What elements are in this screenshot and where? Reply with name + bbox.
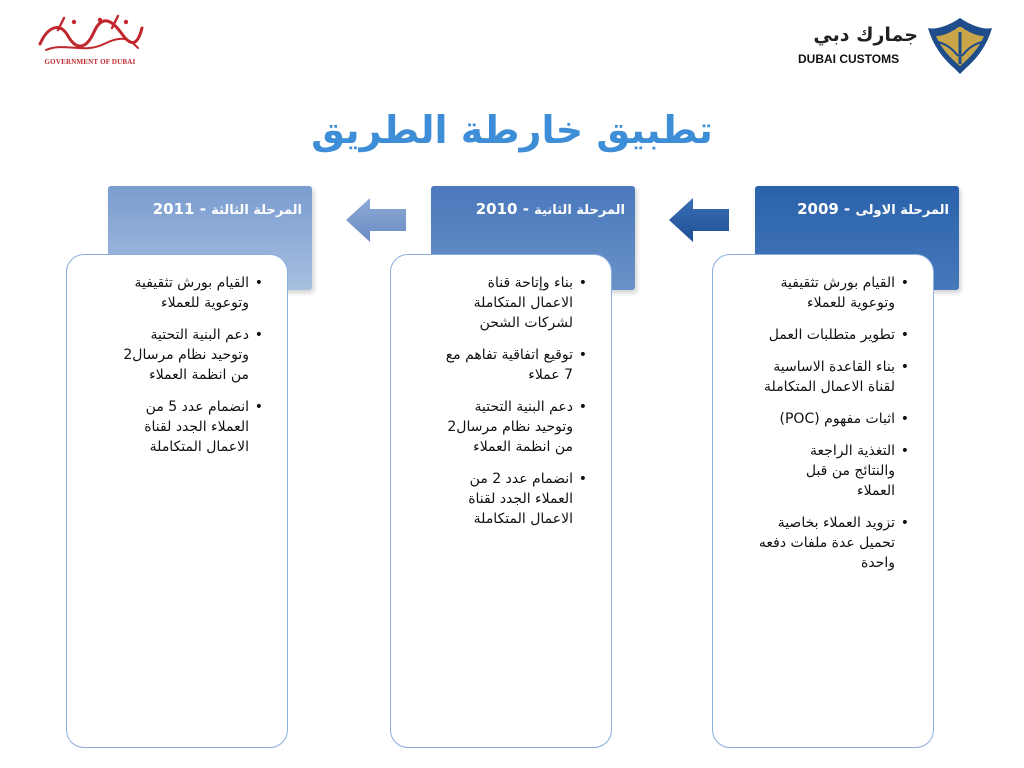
page-title: تطبيق خارطة الطريق	[311, 108, 713, 152]
list-item: • توقيع اتفاقية تفاهم مع 7 عملاء	[437, 345, 587, 385]
phase-year: 2010	[475, 200, 518, 218]
list-item: • القيام بورش تثقيفية وتوعوية للعملاء	[113, 273, 263, 313]
customs-english-name: DUBAI CUSTOMS	[798, 52, 900, 66]
arrow-left-icon	[344, 196, 408, 244]
phase-header-label	[437, 200, 625, 218]
phase-bullet-list	[113, 273, 263, 469]
phase-header-label	[114, 200, 302, 218]
list-item: • دعم البنية التحتية وتوحيد نظام مرسال2 من انظمة العملاء	[437, 397, 587, 457]
phase-separator: -	[517, 200, 529, 218]
phase-bullet-list	[437, 273, 587, 541]
list-item: • بناء القاعدة الاساسية لقناة الاعمال المتكاملة	[741, 357, 909, 397]
phase-year: 2009	[797, 200, 839, 218]
list-item: • دعم البنية التحتية وتوحيد نظام مرسال2 من انظمة العملاء	[113, 325, 263, 385]
phase-name: المرحلة الثانية	[534, 203, 625, 218]
phase-separator: -	[194, 200, 206, 218]
government-english-name: GOVERNMENT OF DUBAI	[44, 58, 136, 66]
phase-header-label	[761, 200, 949, 218]
customs-arabic-name: جمارك دبي	[813, 24, 918, 46]
phase-year: 2011	[152, 200, 195, 218]
phase-name: المرحلة الثالثة	[211, 203, 302, 218]
arrow-left-icon	[667, 196, 731, 244]
dubai-customs-logo	[794, 12, 998, 78]
phase-name: المرحلة الاولى	[855, 203, 949, 218]
list-item: • القيام بورش تثقيفية وتوعوية للعملاء	[741, 273, 909, 313]
government-of-dubai-logo	[30, 14, 150, 70]
list-item: • التغذية الراجعة والنتائج من قبل العملاء	[741, 441, 909, 501]
list-item: • بناء وإتاحة قناة الاعمال المتكاملة لشركات الشحن	[437, 273, 587, 333]
falcon-emblem-icon	[924, 12, 996, 78]
phase-separator: -	[838, 200, 851, 218]
list-item: • انضمام عدد 2 من العملاء الجدد لقناة الاعمال المتكاملة	[437, 469, 587, 529]
list-item: • تطوير متطلبات العمل	[741, 325, 909, 345]
phase-box-2009	[712, 254, 934, 748]
phase-box-2010	[390, 254, 612, 748]
phase-bullet-list	[741, 273, 909, 585]
list-item: • اثبات مفهوم (POC)	[741, 409, 909, 429]
list-item: • تزويد العملاء بخاصية تحميل عدة ملفات دفعه واحدة	[741, 513, 909, 573]
list-item: • انضمام عدد 5 من العملاء الجدد لقناة الاعمال المتكاملة	[113, 397, 263, 457]
phase-box-2011	[66, 254, 288, 748]
government-calligraphy-icon	[34, 14, 146, 56]
